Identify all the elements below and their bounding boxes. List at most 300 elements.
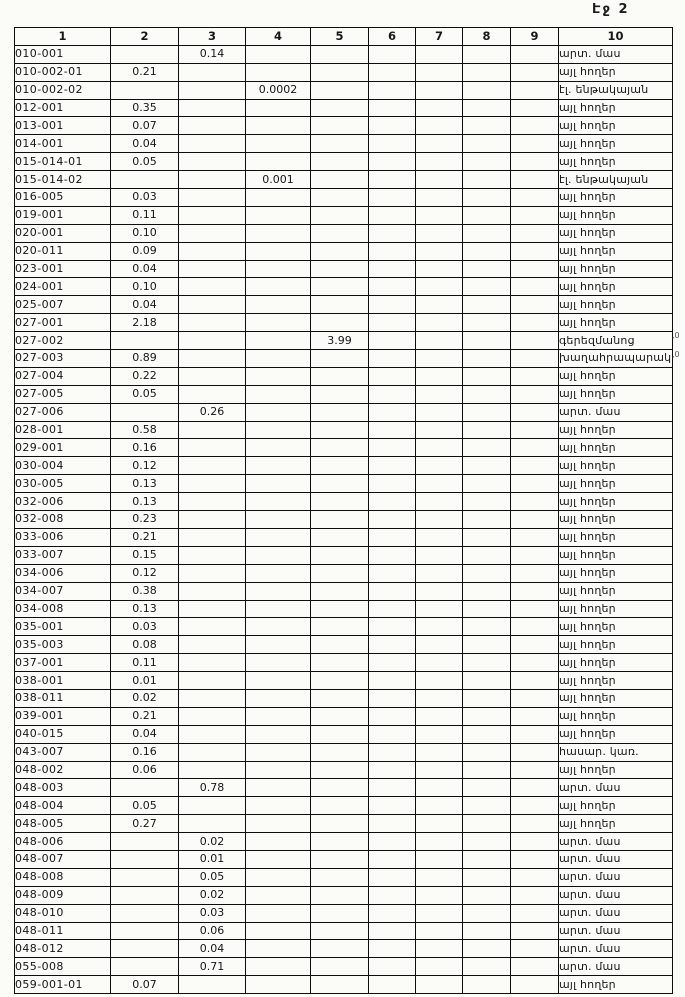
- table-cell: 035-003: [15, 636, 111, 654]
- table-row: [15, 528, 673, 546]
- table-cell: 0.05: [179, 868, 246, 886]
- table-row: [15, 797, 673, 815]
- table-cell: [311, 672, 369, 690]
- table-cell: [463, 332, 511, 350]
- table-cell: [416, 63, 463, 81]
- table-cell: այլ հողեր: [559, 278, 673, 296]
- table-cell: [416, 958, 463, 976]
- table-cell: [416, 314, 463, 332]
- table-cell: [311, 367, 369, 385]
- table-cell: [416, 81, 463, 99]
- table-cell: [246, 117, 311, 135]
- table-cell: 029-001: [15, 439, 111, 457]
- table-cell: [246, 367, 311, 385]
- table-cell: [511, 868, 559, 886]
- table-cell: [246, 850, 311, 868]
- table-cell: [246, 206, 311, 224]
- table-cell: [369, 260, 416, 278]
- table-cell: 039-001: [15, 707, 111, 725]
- table-row: [15, 350, 673, 368]
- table-cell: [511, 135, 559, 153]
- table-cell: 037-001: [15, 654, 111, 672]
- table-cell: [179, 689, 246, 707]
- table-cell: [111, 45, 179, 63]
- table-cell: [511, 206, 559, 224]
- table-cell: [311, 350, 369, 368]
- table-cell: [179, 511, 246, 529]
- table-cell: 027-003: [15, 350, 111, 368]
- table-cell: [463, 761, 511, 779]
- table-cell: [463, 797, 511, 815]
- table-cell: [463, 976, 511, 994]
- table-cell: այլ հողեր: [559, 797, 673, 815]
- table-cell: [369, 45, 416, 63]
- table-cell: [463, 403, 511, 421]
- table-cell: [416, 564, 463, 582]
- table-body: [15, 45, 673, 993]
- table-cell: [511, 797, 559, 815]
- table-cell: [416, 618, 463, 636]
- table-row: [15, 618, 673, 636]
- table-cell: [369, 278, 416, 296]
- table-cell: [311, 475, 369, 493]
- table-cell: 0.13: [111, 475, 179, 493]
- table-cell: [463, 672, 511, 690]
- table-cell: [463, 493, 511, 511]
- table-cell: [511, 976, 559, 994]
- table-cell: 0.71: [179, 958, 246, 976]
- table-cell: [311, 63, 369, 81]
- table-cell: [311, 904, 369, 922]
- table-cell: այլ հողեր: [559, 260, 673, 278]
- table-cell: [369, 850, 416, 868]
- table-cell: 048-004: [15, 797, 111, 815]
- table-cell: [246, 546, 311, 564]
- table-cell: այլ հողեր: [559, 528, 673, 546]
- table-cell: [511, 493, 559, 511]
- table-cell: 025-007: [15, 296, 111, 314]
- table-cell: [179, 797, 246, 815]
- table-row: [15, 868, 673, 886]
- table-cell: [311, 618, 369, 636]
- table-cell: այլ հողեր: [559, 314, 673, 332]
- table-cell: [246, 189, 311, 207]
- table-cell: [369, 367, 416, 385]
- table-cell: [416, 761, 463, 779]
- table-cell: [416, 439, 463, 457]
- table-cell: [111, 403, 179, 421]
- table-cell: [369, 224, 416, 242]
- table-cell: [416, 850, 463, 868]
- table-cell: 0.21: [111, 63, 179, 81]
- table-cell: [416, 403, 463, 421]
- table-cell: [246, 439, 311, 457]
- table-cell: 048-008: [15, 868, 111, 886]
- table-cell: այլ հողեր: [559, 564, 673, 582]
- column-header: 10: [559, 28, 673, 46]
- table-row: [15, 582, 673, 600]
- table-cell: 0.08: [111, 636, 179, 654]
- table-cell: [463, 850, 511, 868]
- table-cell: [311, 850, 369, 868]
- table-row: [15, 958, 673, 976]
- table-row: [15, 367, 673, 385]
- table-row: [15, 81, 673, 99]
- table-row: [15, 45, 673, 63]
- handwritten-margin-mark: ,0: [672, 331, 680, 340]
- table-cell: 027-002: [15, 332, 111, 350]
- table-cell: այլ հողեր: [559, 206, 673, 224]
- table-cell: 0.02: [111, 689, 179, 707]
- table-cell: [246, 403, 311, 421]
- table-row: [15, 564, 673, 582]
- table-row: [15, 546, 673, 564]
- table-cell: [416, 153, 463, 171]
- table-cell: [511, 707, 559, 725]
- table-cell: 023-001: [15, 260, 111, 278]
- table-cell: [463, 940, 511, 958]
- table-row: [15, 439, 673, 457]
- table-cell: [246, 707, 311, 725]
- table-cell: արտ. մաս: [559, 779, 673, 797]
- table-cell: [463, 45, 511, 63]
- table-cell: 016-005: [15, 189, 111, 207]
- table-cell: [511, 958, 559, 976]
- table-cell: [246, 314, 311, 332]
- table-row: [15, 99, 673, 117]
- table-cell: [246, 976, 311, 994]
- table-cell: [246, 904, 311, 922]
- table-cell: [463, 242, 511, 260]
- data-table: [14, 27, 673, 994]
- table-cell: [246, 350, 311, 368]
- table-cell: այլ հողեր: [559, 761, 673, 779]
- table-cell: [416, 457, 463, 475]
- table-cell: 035-001: [15, 618, 111, 636]
- table-cell: [179, 439, 246, 457]
- table-cell: [416, 332, 463, 350]
- table-cell: [246, 815, 311, 833]
- table-cell: 0.16: [111, 439, 179, 457]
- table-cell: [311, 600, 369, 618]
- table-cell: [416, 511, 463, 529]
- table-cell: 0.02: [179, 886, 246, 904]
- table-cell: [311, 654, 369, 672]
- table-cell: [111, 850, 179, 868]
- table-cell: [463, 779, 511, 797]
- table-cell: 0.04: [111, 260, 179, 278]
- table-cell: 030-005: [15, 475, 111, 493]
- table-cell: [511, 171, 559, 189]
- table-cell: [416, 206, 463, 224]
- table-cell: [179, 81, 246, 99]
- table-cell: [311, 421, 369, 439]
- table-cell: [369, 99, 416, 117]
- table-cell: [311, 493, 369, 511]
- table-cell: [311, 206, 369, 224]
- table-cell: [369, 707, 416, 725]
- table-cell: այլ հողեր: [559, 385, 673, 403]
- table-cell: [111, 833, 179, 851]
- table-cell: [179, 493, 246, 511]
- table-cell: արտ. մաս: [559, 922, 673, 940]
- table-cell: 0.16: [111, 743, 179, 761]
- table-row: [15, 206, 673, 224]
- table-cell: [369, 654, 416, 672]
- table-cell: [416, 385, 463, 403]
- table-cell: [463, 600, 511, 618]
- table-row: [15, 421, 673, 439]
- table-row: [15, 672, 673, 690]
- table-cell: [369, 332, 416, 350]
- table-cell: 0.21: [111, 707, 179, 725]
- table-cell: այլ հողեր: [559, 189, 673, 207]
- table-row: [15, 922, 673, 940]
- table-row: [15, 153, 673, 171]
- table-cell: 048-002: [15, 761, 111, 779]
- table-cell: [511, 546, 559, 564]
- table-cell: 0.03: [111, 189, 179, 207]
- table-cell: [463, 439, 511, 457]
- table-cell: այլ հողեր: [559, 493, 673, 511]
- table-cell: հասար. կառ.: [559, 743, 673, 761]
- table-cell: [369, 242, 416, 260]
- table-cell: 0.21: [111, 528, 179, 546]
- table-cell: [179, 385, 246, 403]
- table-cell: [369, 922, 416, 940]
- table-cell: այլ հողեր: [559, 707, 673, 725]
- table-cell: [369, 135, 416, 153]
- table-cell: [369, 797, 416, 815]
- table-cell: 0.05: [111, 797, 179, 815]
- table-cell: [179, 296, 246, 314]
- table-cell: 020-001: [15, 224, 111, 242]
- table-cell: [179, 546, 246, 564]
- table-cell: [463, 707, 511, 725]
- table-cell: [111, 171, 179, 189]
- table-cell: [111, 886, 179, 904]
- table-cell: [246, 582, 311, 600]
- table-cell: [179, 421, 246, 439]
- table-cell: [463, 868, 511, 886]
- table-row: [15, 511, 673, 529]
- table-cell: [463, 689, 511, 707]
- table-cell: [416, 833, 463, 851]
- table-cell: [463, 833, 511, 851]
- table-cell: [311, 797, 369, 815]
- table-cell: [369, 618, 416, 636]
- page-number-label: Էջ 2: [592, 2, 630, 17]
- table-cell: [246, 958, 311, 976]
- table-cell: արտ. մաս: [559, 850, 673, 868]
- table-cell: [463, 153, 511, 171]
- table-cell: [179, 117, 246, 135]
- table-cell: [179, 743, 246, 761]
- table-cell: [179, 582, 246, 600]
- table-cell: [511, 385, 559, 403]
- table-cell: [311, 833, 369, 851]
- table-cell: [511, 45, 559, 63]
- table-cell: 043-007: [15, 743, 111, 761]
- table-cell: [179, 725, 246, 743]
- table-cell: 0.10: [111, 224, 179, 242]
- table-cell: [416, 636, 463, 654]
- table-cell: [311, 171, 369, 189]
- table-cell: [463, 904, 511, 922]
- table-cell: [246, 761, 311, 779]
- table-cell: 0.01: [179, 850, 246, 868]
- table-cell: [369, 958, 416, 976]
- table-cell: 010-001: [15, 45, 111, 63]
- table-row: [15, 976, 673, 994]
- table-cell: 024-001: [15, 278, 111, 296]
- table-cell: [463, 189, 511, 207]
- table-row: [15, 743, 673, 761]
- table-cell: [179, 815, 246, 833]
- table-row: [15, 940, 673, 958]
- table-cell: [246, 421, 311, 439]
- table-cell: [311, 528, 369, 546]
- table-cell: [311, 958, 369, 976]
- table-cell: [463, 206, 511, 224]
- table-cell: [463, 367, 511, 385]
- table-cell: [246, 457, 311, 475]
- table-cell: [511, 403, 559, 421]
- table-cell: [179, 367, 246, 385]
- table-cell: [369, 940, 416, 958]
- table-cell: [246, 278, 311, 296]
- table-cell: 0.26: [179, 403, 246, 421]
- table-cell: 048-012: [15, 940, 111, 958]
- table-cell: [369, 296, 416, 314]
- table-cell: [369, 171, 416, 189]
- table-cell: [179, 206, 246, 224]
- table-cell: 013-001: [15, 117, 111, 135]
- table-cell: [311, 976, 369, 994]
- table-cell: [369, 868, 416, 886]
- table-cell: [111, 332, 179, 350]
- table-cell: [179, 475, 246, 493]
- table-cell: [179, 528, 246, 546]
- table-cell: այլ հողեր: [559, 672, 673, 690]
- table-cell: [179, 350, 246, 368]
- table-row: [15, 117, 673, 135]
- table-cell: [246, 493, 311, 511]
- table-cell: [463, 528, 511, 546]
- table-cell: [311, 81, 369, 99]
- table-cell: 0.04: [111, 135, 179, 153]
- table-cell: արտ. մաս: [559, 868, 673, 886]
- table-cell: [246, 385, 311, 403]
- table-cell: այլ հողեր: [559, 511, 673, 529]
- table-cell: [511, 296, 559, 314]
- table-cell: [511, 850, 559, 868]
- table-cell: [311, 511, 369, 529]
- table-cell: [111, 922, 179, 940]
- table-cell: [246, 45, 311, 63]
- table-cell: [246, 689, 311, 707]
- table-cell: [511, 99, 559, 117]
- table-cell: [511, 260, 559, 278]
- table-cell: [416, 296, 463, 314]
- table-cell: [511, 904, 559, 922]
- table-cell: [416, 815, 463, 833]
- table-cell: [311, 224, 369, 242]
- table-cell: 0.04: [111, 296, 179, 314]
- table-cell: [246, 797, 311, 815]
- table-cell: [511, 636, 559, 654]
- table-cell: [463, 81, 511, 99]
- table-cell: այլ հողեր: [559, 475, 673, 493]
- table-cell: 0.07: [111, 976, 179, 994]
- table-cell: 0.89: [111, 350, 179, 368]
- table-row: [15, 654, 673, 672]
- table-cell: [311, 189, 369, 207]
- table-cell: 048-003: [15, 779, 111, 797]
- table-cell: այլ հողեր: [559, 135, 673, 153]
- table-cell: 0.15: [111, 546, 179, 564]
- table-cell: 0.78: [179, 779, 246, 797]
- table-cell: [311, 99, 369, 117]
- table-row: [15, 689, 673, 707]
- table-cell: [511, 582, 559, 600]
- table-cell: 040-015: [15, 725, 111, 743]
- table-cell: [111, 868, 179, 886]
- table-row: [15, 260, 673, 278]
- table-cell: [369, 886, 416, 904]
- table-cell: արտ. մաս: [559, 958, 673, 976]
- table-cell: այլ հողեր: [559, 636, 673, 654]
- table-cell: 0.12: [111, 457, 179, 475]
- table-cell: [369, 421, 416, 439]
- table-cell: [416, 45, 463, 63]
- table-cell: [179, 618, 246, 636]
- table-cell: [463, 922, 511, 940]
- table-cell: 0.22: [111, 367, 179, 385]
- column-header: 8: [463, 28, 511, 46]
- table-cell: [369, 564, 416, 582]
- table-cell: 0.13: [111, 600, 179, 618]
- table-cell: 038-011: [15, 689, 111, 707]
- table-cell: [369, 636, 416, 654]
- table-cell: այլ հողեր: [559, 600, 673, 618]
- table-cell: [179, 600, 246, 618]
- table-cell: [311, 815, 369, 833]
- table-cell: [246, 779, 311, 797]
- table-cell: [511, 564, 559, 582]
- table-cell: այլ հողեր: [559, 117, 673, 135]
- table-cell: 0.38: [111, 582, 179, 600]
- table-cell: 034-006: [15, 564, 111, 582]
- table-cell: [369, 314, 416, 332]
- table-cell: [179, 135, 246, 153]
- table-row: [15, 314, 673, 332]
- table-cell: [246, 618, 311, 636]
- table-cell: արտ. մաս: [559, 833, 673, 851]
- table-cell: 0.09: [111, 242, 179, 260]
- table-row: [15, 63, 673, 81]
- table-cell: [369, 457, 416, 475]
- table-cell: 0.13: [111, 493, 179, 511]
- table-cell: [463, 636, 511, 654]
- table-cell: [463, 725, 511, 743]
- table-cell: [369, 63, 416, 81]
- table-cell: [246, 654, 311, 672]
- table-cell: [511, 779, 559, 797]
- table-cell: 032-006: [15, 493, 111, 511]
- table-cell: [369, 600, 416, 618]
- table-cell: 048-006: [15, 833, 111, 851]
